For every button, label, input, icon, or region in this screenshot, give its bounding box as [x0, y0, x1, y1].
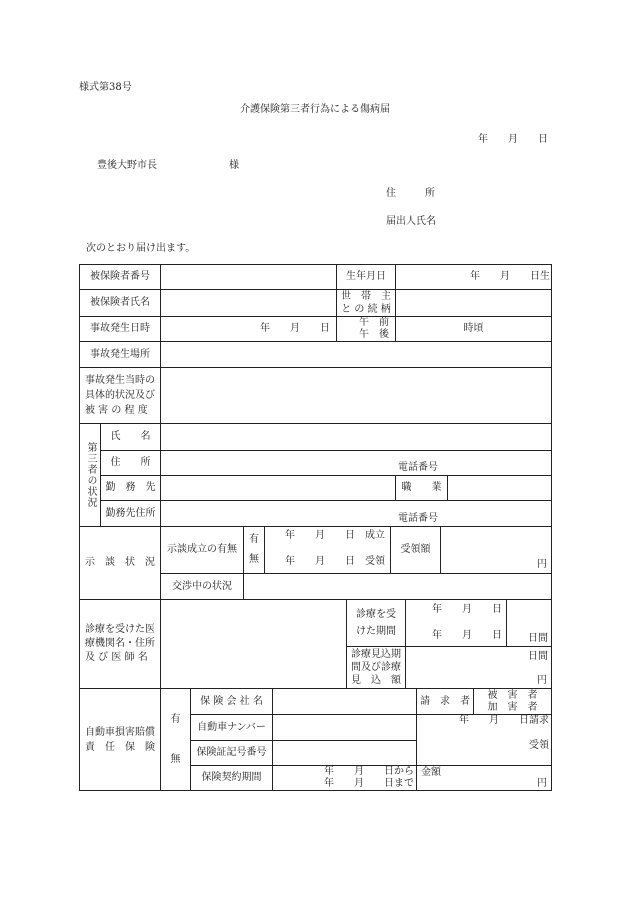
accident-situation-field — [161, 368, 552, 424]
insured-name-label: 被保険者氏名 — [80, 290, 161, 317]
insured-number-field — [161, 265, 337, 290]
settlement-yes-no — [244, 527, 265, 574]
settlement-amount-field — [441, 527, 552, 574]
contract-period-field — [273, 766, 417, 791]
settlement-concluded-label: 示談成立の有無 — [161, 527, 244, 574]
third-party-employer-address-field — [161, 501, 552, 527]
claimant-label: 請 求 者 — [417, 689, 474, 715]
third-party-occupation-field — [448, 476, 552, 501]
vehicle-number-label: 自動車ナンバー — [191, 715, 273, 741]
submission-date: 年 月 日 — [478, 134, 548, 145]
third-party-employer-label: 勤 務 先 — [101, 476, 161, 501]
settlement-yes: 有 — [249, 534, 259, 545]
am-label: 午 前 — [359, 317, 389, 328]
accident-situation-label — [80, 368, 161, 424]
contract-period-label: 保険契約期間 — [191, 766, 273, 791]
relation-label — [337, 290, 396, 317]
accident-situation-line: 被 害 の 程 度 — [85, 405, 148, 416]
claim-status-field — [417, 715, 552, 766]
claim-amount-label: 金額 — [421, 767, 441, 778]
claimant-victim: 被 害 者 — [487, 689, 538, 701]
medical-period-to: 年 月 日 — [432, 630, 502, 641]
insurance-company-label: 保 険 会 社 名 — [191, 689, 273, 715]
medical-institution-field — [161, 600, 347, 689]
addressee-name: 豊後大野市長 — [97, 160, 157, 171]
medical-expected-line: 診療見込期 — [351, 649, 401, 660]
accident-place-field — [161, 342, 552, 368]
medical-period-line: 診療を受 — [356, 609, 396, 620]
insurance-company-field — [273, 689, 417, 715]
certificate-number-field — [273, 741, 417, 766]
settlement-section-label: 示 談 状 況 — [80, 527, 161, 600]
relation-label-line: 世 帯 主 — [341, 291, 391, 302]
accident-time-field: 時頃 — [396, 317, 552, 342]
medical-period-line: けた期間 — [356, 626, 396, 637]
claim-amount-field — [417, 766, 552, 791]
insured-name-field — [161, 290, 337, 317]
certificate-number-label: 保険証記号番号 — [191, 741, 273, 766]
medical-section-line: 療機関名・住所 — [85, 638, 155, 649]
liability-section-line: 自動車損害賠償 — [85, 726, 155, 738]
applicant-address-label: 住 所 — [386, 188, 438, 199]
vehicle-number-field — [273, 715, 417, 741]
medical-expected-line: 見 込 額 — [351, 675, 401, 686]
contract-from: 年 月 日から — [324, 766, 414, 777]
accident-situation-line: 具体的状況及び — [85, 390, 155, 401]
settlement-amount-label: 受領額 — [391, 527, 441, 574]
liability-yes: 有 — [170, 714, 181, 725]
medical-section-line: 及 び 医 師 名 — [85, 652, 148, 663]
form-table — [79, 264, 552, 791]
liability-no: 無 — [170, 754, 181, 765]
accident-place-label: 事故発生場所 — [80, 342, 161, 368]
medical-section-line: 診療を受けた医 — [85, 624, 155, 635]
third-party-employer-field — [161, 476, 396, 501]
liability-section-label — [80, 689, 161, 791]
medical-period-days — [507, 600, 552, 647]
third-party-section-label: 第三者の状況 — [85, 442, 96, 508]
claimant-options — [474, 689, 552, 715]
settlement-dates — [265, 527, 391, 574]
accident-datetime-label: 事故発生日時 — [80, 317, 161, 342]
birthdate-field: 年 月 日生 — [396, 265, 552, 290]
intro-text: 次のとおり届け出ます。 — [86, 243, 196, 254]
form-number: 様式第38号 — [79, 82, 132, 93]
relation-field — [396, 290, 552, 317]
medical-period-dates — [406, 600, 507, 647]
addressee-honorific: 様 — [229, 160, 239, 171]
pm-label: 午 後 — [359, 329, 389, 340]
medical-expected-days-unit: 日間 — [528, 651, 548, 662]
medical-expected-field — [406, 647, 552, 689]
accident-situation-line: 事故発生当時の — [85, 375, 155, 386]
third-party-address-label: 住 所 — [101, 451, 161, 476]
settlement-no: 無 — [249, 554, 259, 565]
settlement-negotiation-field — [244, 574, 552, 600]
third-party-occupation-label: 職 業 — [396, 476, 448, 501]
accident-date-field: 年 月 日 — [161, 317, 337, 342]
claimant-perpetrator: 加 害 者 — [487, 701, 538, 713]
settlement-received-date: 年 月 日 受領 — [285, 556, 385, 567]
medical-expected-line: 間及び診療 — [351, 662, 401, 673]
ampm-label — [337, 317, 396, 342]
claim-date: 年 月 日請求 — [459, 715, 549, 726]
third-party-phone-label: 電話番号 — [398, 462, 438, 473]
settlement-concluded-date: 年 月 日 成立 — [285, 530, 385, 541]
third-party-name-field — [161, 424, 552, 451]
settlement-negotiation-label: 交渉中の状況 — [161, 574, 244, 600]
medical-period-label — [347, 600, 406, 647]
relation-label-line: と の 続 柄 — [341, 304, 391, 315]
contract-to: 年 月 日まで — [324, 778, 414, 789]
claim-received: 受領 — [529, 740, 549, 751]
medical-period-from: 年 月 日 — [432, 604, 502, 615]
insured-number-label: 被保険者番号 — [80, 265, 161, 290]
medical-expected-yen-unit: 円 — [537, 675, 547, 686]
medical-expected-label — [347, 647, 406, 689]
third-party-section — [80, 424, 101, 527]
applicant-name-label: 届出人氏名 — [386, 216, 436, 227]
third-party-name-label: 氏 名 — [101, 424, 161, 451]
claim-amount-yen-unit: 円 — [537, 778, 547, 789]
medical-section-label — [80, 600, 161, 689]
third-party-employer-address-label: 勤務先住所 — [101, 501, 161, 527]
third-party-address-field — [161, 451, 552, 476]
liability-yes-no — [161, 689, 191, 791]
employer-phone-label: 電話番号 — [398, 513, 438, 524]
form-title: 介護保険第三者行為による傷病届 — [240, 104, 390, 115]
birthdate-label: 生年月日 — [337, 265, 396, 290]
liability-section-line: 責 任 保 険 — [85, 741, 155, 753]
settlement-yen-unit: 円 — [537, 559, 547, 570]
medical-days-unit: 日間 — [528, 633, 548, 644]
